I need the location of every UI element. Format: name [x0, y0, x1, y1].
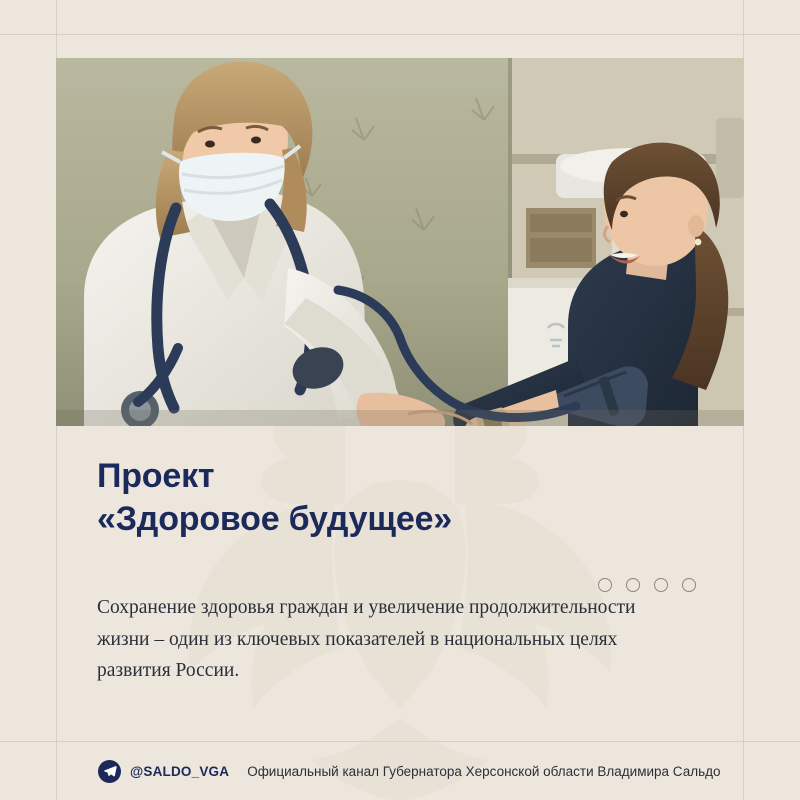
- subtitle-text: Сохранение здоровья граждан и увеличение продолжительности жизни – один из ключевых показателей в национальных целях развития России.: [97, 597, 636, 682]
- pagination-dots: [598, 578, 696, 592]
- guide-line-top: [0, 34, 800, 35]
- channel-handle[interactable]: @SALDO_VGA: [130, 763, 230, 779]
- footer-description: Официальный канал Губернатора Херсонской области Владимира Сальдо: [247, 763, 721, 779]
- footer: [56, 742, 744, 800]
- pagination-dot-3[interactable]: [654, 578, 668, 592]
- telegram-icon: [98, 760, 121, 783]
- hero-photo: [56, 58, 744, 426]
- pagination-dot-2[interactable]: [626, 578, 640, 592]
- title-line-2: «Здоровое будущее»: [97, 499, 453, 538]
- photo-doctor-measuring-blood-pressure-icon: [56, 58, 744, 426]
- pagination-dot-4[interactable]: [682, 578, 696, 592]
- page-title: [97, 455, 707, 540]
- title-line-1: Проект: [97, 457, 215, 495]
- pagination-dot-1[interactable]: [598, 578, 612, 592]
